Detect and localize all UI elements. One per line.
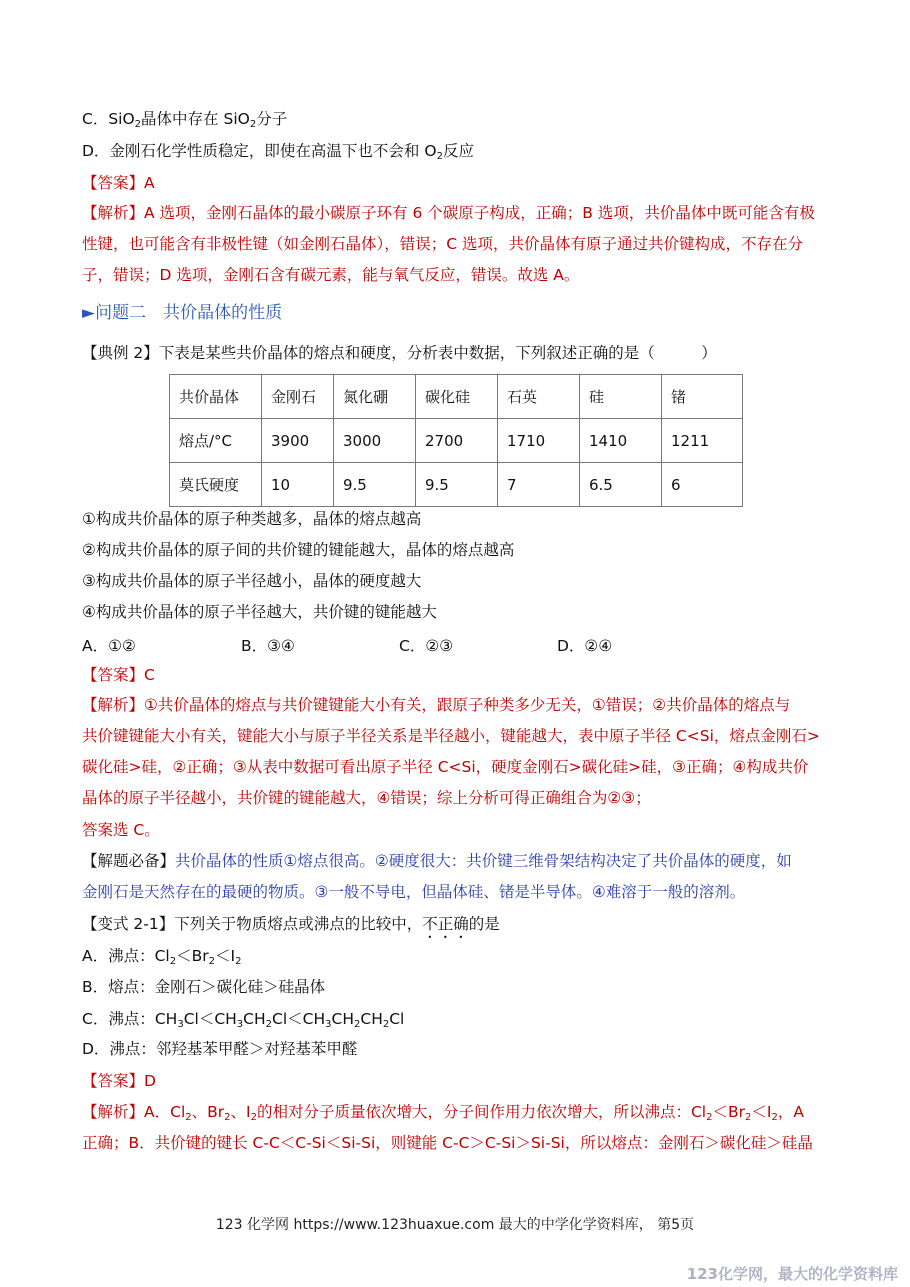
analysis-line-1: 【解析】①共价晶体的熔点与共价键键能大小有关，跟原子种类多少无关，①错误；②共价晶体的熔点与 xyxy=(82,696,791,714)
analysis-line-4: 晶体的原子半径越小，共价键的键能越大，④错误；综上分析可得正确组合为②③； xyxy=(82,789,651,807)
answer-line: 【答案】D xyxy=(82,1072,156,1090)
table-cell: 石英 xyxy=(498,375,580,419)
answer-line: 【答案】C xyxy=(82,666,155,684)
table-cell: 金刚石 xyxy=(262,375,334,419)
option-c: C．SiO$_2$晶体中存在 SiO$_2$分子 xyxy=(82,110,288,130)
must-know-tag: 【解题必备】 xyxy=(82,852,176,870)
choice-b: B．③④ xyxy=(241,637,295,655)
table-row xyxy=(170,375,743,419)
variant-tag: 【变式 2-1】 xyxy=(82,915,175,933)
statement-3: ③构成共价晶体的原子半径越小，晶体的硬度越大 xyxy=(82,572,422,590)
statement-4: ④构成共价晶体的原子半径越大，共价键的键能越大 xyxy=(82,603,437,621)
analysis-line-2: 共价键键能大小有关，键能大小与原子半径关系是半径越小，键能越大，表中原子半径 C<Si，熔点金刚石> xyxy=(82,727,820,745)
table-cell: 9.5 xyxy=(334,463,416,507)
table-cell: 1211 xyxy=(662,419,743,463)
table-cell: 3900 xyxy=(262,419,334,463)
table-cell: 锗 xyxy=(662,375,743,419)
statement-2: ②构成共价晶体的原子间的共价键的键能越大，晶体的熔点越高 xyxy=(82,541,515,559)
table-cell: 碳化硅 xyxy=(416,375,498,419)
table-cell: 6 xyxy=(662,463,743,507)
table-cell: 1710 xyxy=(498,419,580,463)
example-2-stem: 【典例 2】下表是某些共价晶体的熔点和硬度，分析表中数据，下列叙述正确的是（ ） xyxy=(82,344,717,362)
variant-option-a: A．沸点：$Cl_2<Br_2<I_2$ xyxy=(82,947,242,967)
option-d: D．金刚石化学性质稳定，即使在高温下也不会和 $O_2$反应 xyxy=(82,142,474,162)
table-cell: 氮化硼 xyxy=(334,375,416,419)
statement-1: ①构成共价晶体的原子种类越多，晶体的熔点越高 xyxy=(82,510,422,528)
variant-option-c: C．沸点：$CH_3Cl<CH_3CH_2Cl<CH_3CH_2CH_2Cl$ xyxy=(82,1010,405,1030)
table-cell: 共价晶体 xyxy=(170,375,262,419)
variant-2-1-stem: 【变式 2-1】下列关于物质熔点或沸点的比较中，不正确的是 xyxy=(82,915,500,933)
analysis-line-3: 碳化硅>硅，②正确；③从表中数据可看出原子半径 C<Si，硬度金刚石>碳化硅>硅，③正确；④构成共价 xyxy=(82,758,809,776)
table-cell: 7 xyxy=(498,463,580,507)
analysis-line-1: 【解析】A．$Cl_2$、$Br_2$、$I_2$的相对分子质量依次增大，分子间作用力依次增大，所以沸点：$Cl_2<Br_2<I_2$，A xyxy=(82,1103,804,1123)
table-cell: 熔点/°C xyxy=(170,419,262,463)
variant-option-b: B．熔点：金刚石＞碳化硅＞硅晶体 xyxy=(82,978,326,996)
table-cell: 3000 xyxy=(334,419,416,463)
table-row xyxy=(170,419,743,463)
example-tag: 【典例 2】 xyxy=(82,344,159,362)
section-heading: ►问题二 共价晶体的性质 xyxy=(82,303,283,323)
table-cell: 1410 xyxy=(580,419,662,463)
table-cell: 莫氏硬度 xyxy=(170,463,262,507)
choice-d: D．②④ xyxy=(557,637,613,655)
table-cell: 10 xyxy=(262,463,334,507)
analysis-line-2: 正确；B．共价键的键长 C-C＜C-Si＜Si-Si，则键能 C-C＞C-Si＞Si-Si，所以熔点：金刚石＞碳化硅＞硅晶 xyxy=(82,1134,813,1152)
answer-value: D xyxy=(144,1072,156,1090)
watermark: 123化学网，最大的化学资料库 xyxy=(686,1265,898,1283)
page-footer: 123 化学网 https://www.123huaxue.com 最大的中学化学资料库， 第5页 xyxy=(215,1217,695,1233)
answer-value: A xyxy=(144,174,155,192)
table-row xyxy=(170,463,743,507)
triangle-arrow-icon: ► xyxy=(82,303,96,323)
table-cell: 硅 xyxy=(580,375,662,419)
emphasis-text: 不正确 xyxy=(422,915,469,933)
choice-a: A．①② xyxy=(82,637,136,655)
table-cell: 9.5 xyxy=(416,463,498,507)
answer-value: C xyxy=(144,666,155,684)
choice-c: C．②③ xyxy=(399,637,454,655)
analysis-line-2: 性键，也可能含有非极性键（如金刚石晶体），错误；C 选项，共价晶体有原子通过共价键构成，不存在分 xyxy=(82,235,804,253)
table-cell: 2700 xyxy=(416,419,498,463)
answer-line: 【答案】A xyxy=(82,174,155,192)
must-know-line-2: 金刚石是天然存在的最硬的物质。③一般不导电，但晶体硅、锗是半导体。④难溶于一般的溶剂。 xyxy=(82,883,746,901)
variant-option-d: D．沸点：邻羟基苯甲醛＞对羟基苯甲醛 xyxy=(82,1040,358,1058)
must-know-line-1: 【解题必备】共价晶体的性质①熔点很高。②硬度很大：共价键三维骨架结构决定了共价晶体的硬度，如 xyxy=(82,852,792,870)
analysis-line-1: 【解析】A 选项，金刚石晶体的最小碳原子环有 6 个碳原子构成，正确；B 选项，共价晶体中既可能含有极 xyxy=(82,204,815,222)
analysis-line-3: 子，错误；D 选项，金刚石含有碳元素，能与氧气反应，错误。故选 A。 xyxy=(82,266,580,284)
analysis-line-5: 答案选 C。 xyxy=(82,821,160,839)
table-cell: 6.5 xyxy=(580,463,662,507)
data-table xyxy=(169,374,743,507)
